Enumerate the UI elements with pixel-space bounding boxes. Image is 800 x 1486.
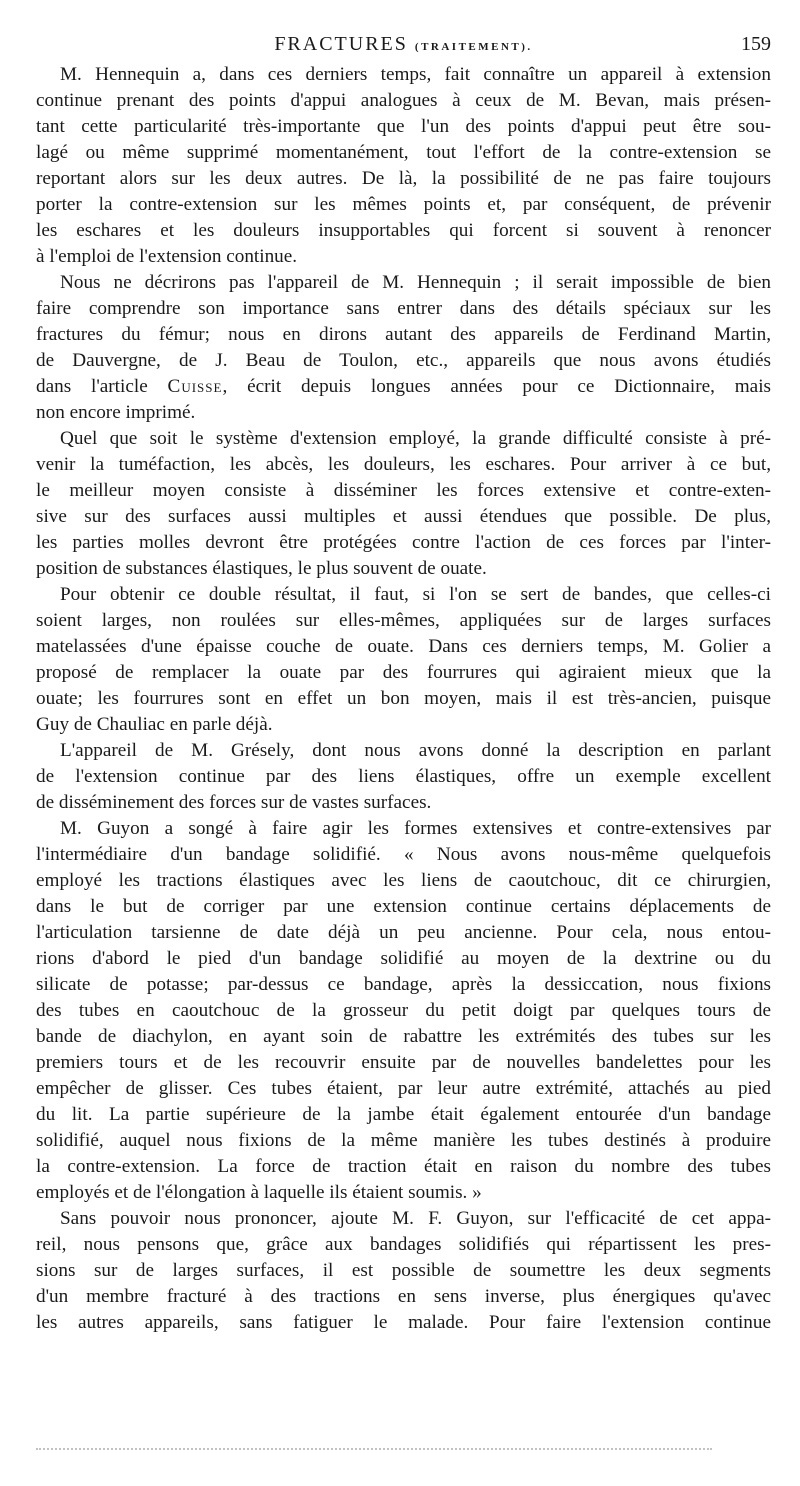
text-line: M. Hennequin a, dans ces derniers temps, fait connaître un appareil à extension [60,64,771,85]
text-line: de Dauvergne, de J. Beau de Toulon, etc., appareils que nous avons étudiés [36,350,771,371]
text-line: continue prenant des points d'appui analogues à ceux de M. Bevan, mais présen- [36,90,771,111]
text-line: porter la contre-extension sur les mêmes points et, par conséquent, de prévenir [36,194,771,215]
running-title-sub: (TRAITEMENT). [414,41,533,53]
text-line: Sans pouvoir nous prononcer, ajoute M. F. Guyon, sur l'efficacité de cet appa- [60,1208,771,1229]
text-line: soient larges, non roulées sur elles-mêmes, appliquées sur de larges surfaces [36,610,771,631]
text-line: employé les tractions élastiques avec les liens de caoutchouc, dit ce chirurgien, [36,870,771,891]
text-line: de l'extension continue par des liens élastiques, offre un exemple excellent [36,766,771,787]
text-line: Guy de Chauliac en parle déjà. [36,714,273,735]
text-line: les autres appareils, sans fatiguer le malade. Pour faire l'extension continue [36,1312,771,1333]
text-line: proposé de remplacer la ouate par des fourrures qui agiraient mieux que la [36,662,771,683]
page-number: 159 [741,33,771,55]
text-line: matelassées d'une épaisse couche de ouate. Dans ces derniers temps, M. Golier a [36,636,771,657]
text-line: reil, nous pensons que, grâce aux bandages solidifiés qui répartissent les pres- [36,1234,771,1255]
text-line: lagé ou même supprimé momentanément, tout l'effort de la contre-extension se [36,142,771,163]
text-line: empêcher de glisser. Ces tubes étaient, par leur autre extrémité, attachés au pied [36,1078,771,1099]
text-line: non encore imprimé. [36,402,196,423]
text-line: Pour obtenir ce double résultat, il faut, si l'on se sert de bandes, que celles-ci [60,584,771,605]
text-line: position de substances élastiques, le plus souvent de ouate. [36,558,487,579]
text-line: à l'emploi de l'extension continue. [36,246,298,267]
text-line: employés et de l'élongation à laquelle ils étaient soumis. » [36,1182,482,1203]
text-line: ouate; les fourrures sont en effet un bon moyen, mais il est très-ancien, puisque [36,688,771,709]
text-line: faire comprendre son importance sans entrer dans des détails spéciaux sur les [36,298,771,319]
text-line: solidifié, auquel nous fixions de la même manière les tubes destinés à produire [36,1130,771,1151]
running-title [36,30,771,61]
text-line: tant cette particularité très-importante que l'un des points d'appui peut être sou- [36,116,771,137]
text-line: venir la tuméfaction, les abcès, les douleurs, les eschares. Pour arriver à ce but, [36,454,771,475]
small-caps-term: Cuisse [167,376,223,397]
text-line: bande de diachylon, en ayant soin de rabattre les extrémités des tubes sur les [36,1026,771,1047]
text-line: de disséminement des forces sur de vastes surfaces. [36,792,432,813]
text-line: l'articulation tarsienne de date déjà un peu ancienne. Pour cela, nous entou- [36,922,771,943]
text-line: reportant alors sur les deux autres. De là, la possibilité de ne pas faire toujours [36,168,771,189]
text-line: sions sur de larges surfaces, il est possible de soumettre les deux segments [36,1260,771,1281]
text-body [36,62,771,1336]
text-line: fractures du fémur; nous en dirons autant des appareils de Ferdinand Martin, [36,324,771,345]
text-line: M. Guyon a songé à faire agir les formes extensives et contre-extensives par [60,818,771,839]
running-header [36,30,771,58]
text-line: L'appareil de M. Grésely, dont nous avons donné la description en parlant [60,740,771,761]
text-line: rions d'abord le pied d'un bandage solidifié au moyen de la dextrine ou du [36,948,771,969]
text-line: premiers tours et de les recouvrir ensuite par de nouvelles bandelettes pour les [36,1052,771,1073]
text-line: les parties molles devront être protégées contre l'action de ces forces par l'inter- [36,532,771,553]
text-line: Quel que soit le système d'extension employé, la grande difficulté consiste à pré- [60,428,771,449]
text-line: du lit. La partie supérieure de la jambe était également entourée d'un bandage [36,1104,771,1125]
text-line: l'intermédiaire d'un bandage solidifié. « Nous avons nous-même quelquefois [36,844,771,865]
text-line: les eschares et les douleurs insupportables qui forcent si souvent à renoncer [36,220,771,241]
text-line: dans l'article Cuisse, écrit depuis longues années pour ce Dictionnaire, mais [36,376,771,397]
text-line: sive sur des surfaces aussi multiples et aussi étendues que possible. De plus, [36,506,771,527]
text-line: des tubes en caoutchouc de la grosseur du petit doigt par quelques tours de [36,1000,771,1021]
text-line: d'un membre fracturé à des tractions en sens inverse, plus énergiques qu'avec [36,1286,771,1307]
text-line: le meilleur moyen consiste à disséminer les forces extensive et contre-exten- [36,480,771,501]
footer-rule [36,1448,712,1450]
text-line: Nous ne décrirons pas l'appareil de M. Hennequin ; il serait impossible de bien [60,272,771,293]
text-line: dans le but de corriger par une extension continue certains déplacements de [36,896,771,917]
running-title-main: FRACTURES [274,33,408,55]
text-line: la contre-extension. La force de traction était en raison du nombre des tubes [36,1156,771,1177]
text-line: silicate de potasse; par-dessus ce bandage, après la dessiccation, nous fixions [36,974,771,995]
